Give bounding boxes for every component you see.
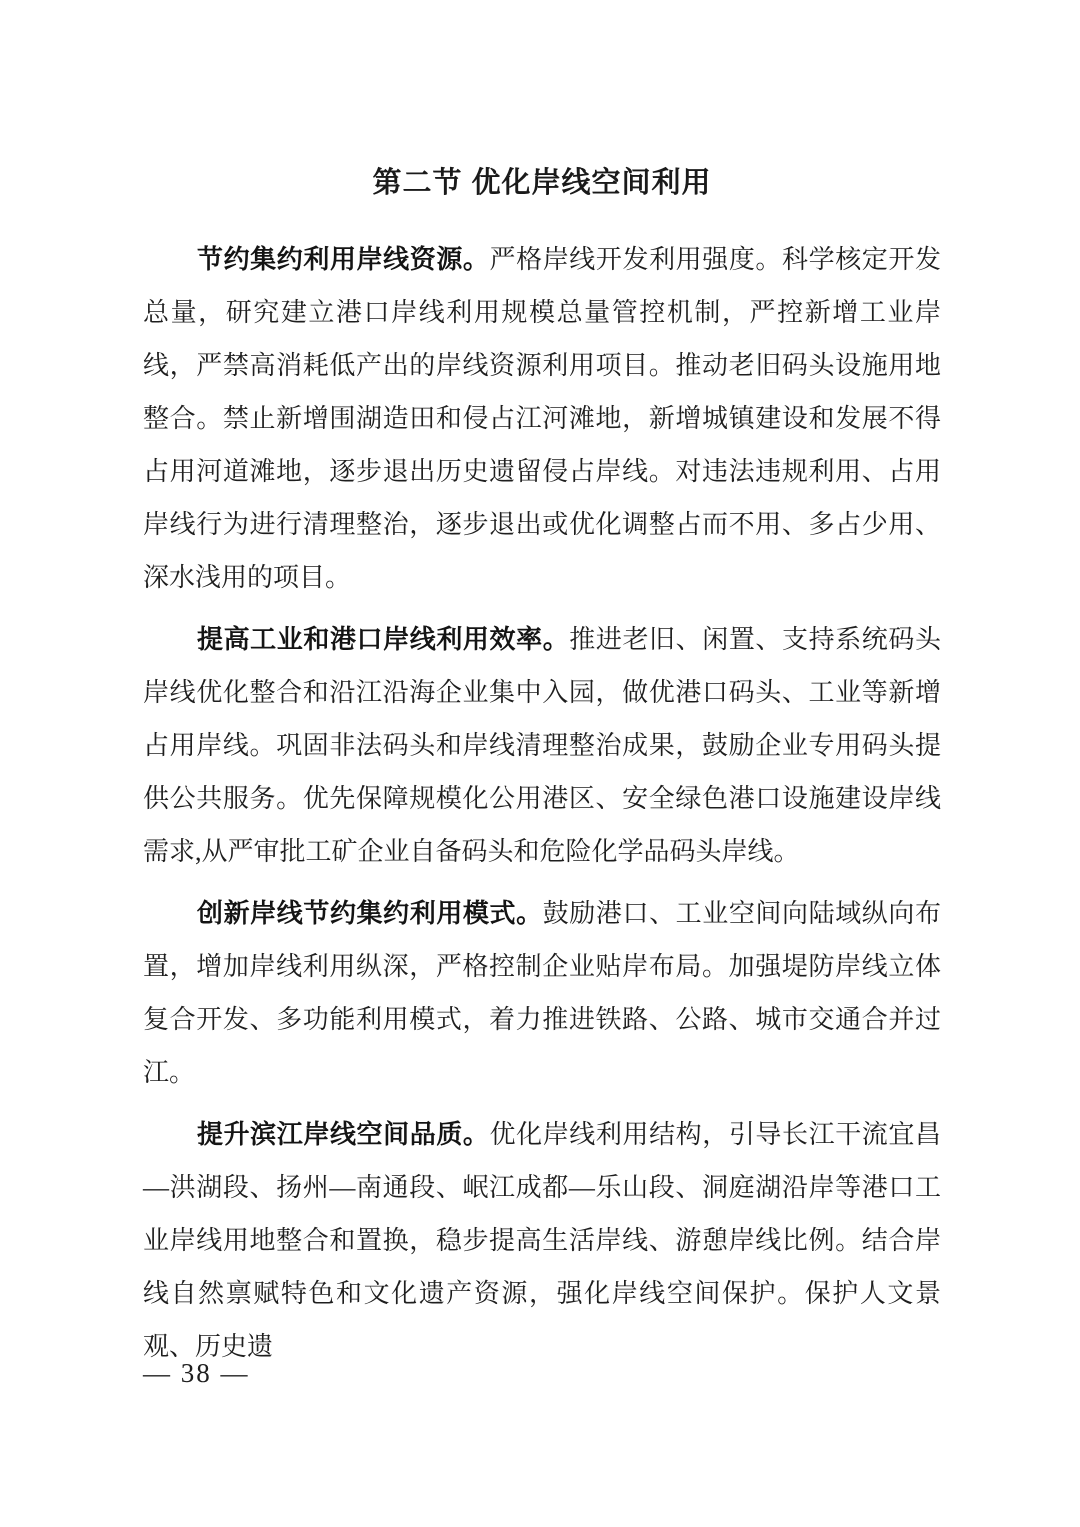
paragraph-2 xyxy=(143,613,941,878)
paragraph-4-body: 优化岸线利用结构，引导长江干流宜昌—洪湖段、扬州—南通段、岷江成都—乐山段、洞庭湖沿岸等港口工业岸线用地整合和置换，稳步提高生活岸线、游憩岸线比例。结合岸线自然禀赋特色和文化遗产资源，强化岸线空间保护。保护人文景观、历史遗 xyxy=(143,1120,941,1361)
paragraph-2-lead: 提高工业和港口岸线利用效率。 xyxy=(197,624,570,654)
document-body xyxy=(143,163,941,1382)
paragraph-1-lead: 节约集约利用岸线资源。 xyxy=(197,244,490,274)
paragraph-4 xyxy=(143,1108,941,1373)
paragraph-3-lead: 创新岸线节约集约利用模式。 xyxy=(197,898,543,928)
section-title: 第二节 优化岸线空间利用 xyxy=(372,167,712,199)
page-number: — 38 — xyxy=(143,1358,250,1388)
paragraph-2-body: 推进老旧、闲置、支持系统码头岸线优化整合和沿江沿海企业集中入园，做优港口码头、工业等新增占用岸线。巩固非法码头和岸线清理整治成果，鼓励企业专用码头提供公共服务。优先保障规模化公用港区、安全绿色港口设施建设岸线需求,从严审批工矿企业自备码头和危险化学品码头岸线。 xyxy=(143,625,941,866)
paragraph-3 xyxy=(143,887,941,1099)
paragraph-1-body: 严格岸线开发利用强度。科学核定开发总量，研究建立港口岸线利用规模总量管控机制，严控新增工业岸线，严禁高消耗低产出的岸线资源利用项目。推动老旧码头设施用地整合。禁止新增围湖造田和侵占江河滩地，新增城镇建设和发展不得占用河道滩地，逐步退出历史遗留侵占岸线。对违法违规利用、占用岸线行为进行清理整治，逐步退出或优化调整占而不用、多占少用、深水浅用的项目。 xyxy=(143,245,941,592)
paragraph-1 xyxy=(143,233,941,604)
paragraph-4-lead: 提升滨江岸线空间品质。 xyxy=(197,1119,490,1149)
paragraph-3-body: 鼓励港口、工业空间向陆域纵向布置，增加岸线利用纵深，严格控制企业贴岸布局。加强堤防岸线立体复合开发、多功能利用模式，着力推进铁路、公路、城市交通合并过江。 xyxy=(143,899,941,1087)
